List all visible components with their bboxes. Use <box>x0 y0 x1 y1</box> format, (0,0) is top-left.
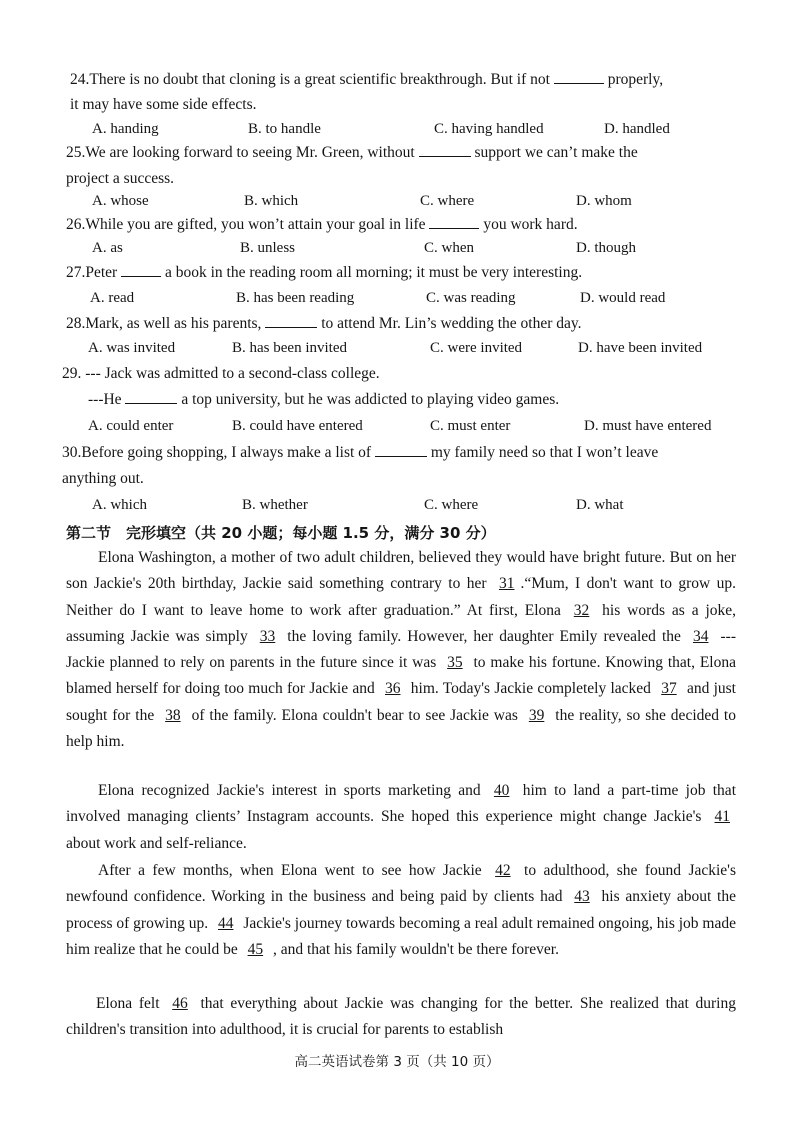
answer-blank <box>121 262 161 277</box>
question-29-line2 <box>88 388 559 412</box>
option-28-b: B. has been invited <box>232 340 347 356</box>
blank-39: 39 <box>528 706 545 724</box>
option-29-c: C. must enter <box>430 418 511 434</box>
question-24-stem-cont: properly, <box>607 71 664 88</box>
question-28-stem: 28.Mark, as well as his parents, <box>66 315 262 332</box>
question-30-stem: 30.Before going shopping, I always make a list of <box>62 444 372 461</box>
question-29-reply: ---He <box>88 391 122 408</box>
answer-blank <box>429 214 479 229</box>
passage-paragraph-2: Elona recognized Jackie's interest in sports marketing and 40 him to land a part-time job that involved managing clients’ Instagram accounts. She hoped this experience might change Jackie's 41 about work and self-reliance. <box>66 778 736 857</box>
option-27-c: C. was reading <box>426 290 516 306</box>
blank-35: 35 <box>447 654 463 672</box>
option-29-d: D. must have entered <box>584 418 712 434</box>
blank-46: 46 <box>172 995 188 1012</box>
answer-blank <box>125 389 177 404</box>
option-28-c: C. were invited <box>430 340 523 356</box>
answer-blank <box>419 142 471 157</box>
passage-paragraph-1: Elona Washington, a mother of two adult children, believed they would have bright future. But on her son Jackie's 20th birthday, Jackie said something contrary to her 31 .“Mum, I don't want to grow up. Neither do I want to leave home to work after graduation.” At first, Elona 32 his words as a joke, assuming Jackie was simply 33 the loving family. However, her daughter Emily revealed the 34 ---Jackie planned to rely on parents in the future since it was 35 to make his fortune. Knowing that, Elona blamed herself for doing too much for Jackie and 36 him. Today's Jackie completely lacked 37 and just sought for the 38 of the family. Elona couldn't bear to see Jackie was 39 the reality, so she decided to help him. <box>66 549 737 751</box>
option-24-a: A. handing <box>92 121 159 137</box>
question-30-line1 <box>62 441 658 465</box>
blank-34: 34 <box>692 627 709 645</box>
section-title: 第二节 完形填空（共 20 小题；每小题 1.5 分，满分 30 分） <box>66 524 496 542</box>
option-28-a: A. was invited <box>88 340 176 356</box>
question-25-line1 <box>66 141 638 165</box>
option-24-c: C. having handled <box>434 121 544 137</box>
blank-33: 33 <box>259 627 276 645</box>
passage-paragraph-3: After a few months, when Elona went to see how Jackie 42 to adulthood, she found Jackie's newfound confidence. Working in the business and being paid by clients had 43 his anxiety about the process of growing up. 44 Jackie's journey towards becoming a real adult remained ongoing, his job made him realize that he could be 45 , and that his family wouldn't be there forever. <box>66 858 736 963</box>
option-24-b: B. to handle <box>248 121 321 137</box>
blank-40: 40 <box>493 782 510 799</box>
blank-41: 41 <box>714 808 730 826</box>
option-24-d: D. handled <box>604 121 670 137</box>
option-29-a: A. could enter <box>88 418 174 434</box>
question-24-line1 <box>70 68 663 92</box>
option-27-d: D. would read <box>580 290 666 306</box>
answer-blank <box>375 442 427 457</box>
option-30-d: D. what <box>576 497 624 513</box>
blank-44: 44 <box>217 914 234 932</box>
option-27-a: A. read <box>90 290 135 306</box>
question-30-line2: anything out. <box>62 470 144 487</box>
option-25-d: D. whom <box>576 193 632 209</box>
option-26-c: C. when <box>424 240 474 256</box>
option-30-c: C. where <box>424 497 479 513</box>
question-25-stem-cont: support we can’t make the <box>474 144 638 161</box>
option-25-b: B. which <box>244 193 299 209</box>
question-29-line1: 29. --- Jack was admitted to a second-class college. <box>62 365 380 382</box>
question-29-reply-cont: a top university, but he was addicted to playing video games. <box>181 391 560 408</box>
question-26-stem-cont: you work hard. <box>483 216 578 233</box>
blank-38: 38 <box>165 706 181 724</box>
blank-37: 37 <box>661 680 677 698</box>
option-26-d: D. though <box>576 240 636 256</box>
blank-45: 45 <box>247 940 264 958</box>
blank-43: 43 <box>574 888 590 906</box>
option-30-a: A. which <box>92 497 147 513</box>
answer-blank <box>265 313 317 328</box>
option-27-b: B. has been reading <box>236 290 355 306</box>
option-30-b: B. whether <box>242 497 308 513</box>
question-24-line2: it may have some side effects. <box>70 96 257 113</box>
question-28-line1 <box>66 312 581 336</box>
question-26-line1 <box>66 213 578 237</box>
question-27-stem: 27.Peter <box>66 264 118 281</box>
question-27-line1 <box>66 261 582 285</box>
option-25-a: A. whose <box>92 193 149 209</box>
question-25-line2: project a success. <box>66 170 175 187</box>
answer-blank <box>554 69 604 84</box>
option-29-b: B. could have entered <box>232 418 363 434</box>
question-24-stem: 24.There is no doubt that cloning is a great scientific breakthrough. But if not <box>70 71 550 88</box>
blank-32: 32 <box>573 601 590 619</box>
question-28-stem-cont: to attend Mr. Lin’s wedding the other day. <box>321 315 582 332</box>
option-26-a: A. as <box>92 240 123 256</box>
passage-paragraph-4: Elona felt 46 that everything about Jackie was changing for the better. She realized that during children's transition into adulthood, it is crucial for parents to establish <box>66 991 736 1044</box>
option-28-d: D. have been invited <box>578 340 703 356</box>
option-26-b: B. unless <box>240 240 296 256</box>
question-26-stem: 26.While you are gifted, you won’t attain your goal in life <box>66 216 426 233</box>
question-27-stem-cont: a book in the reading room all morning; it must be very interesting. <box>164 264 583 281</box>
blank-42: 42 <box>495 862 511 879</box>
page-footer: 高二英语试卷第 3 页（共 10 页） <box>294 1054 500 1070</box>
option-25-c: C. where <box>420 193 475 209</box>
question-30-stem-cont: my family need so that I won’t leave <box>430 444 659 461</box>
blank-36: 36 <box>385 680 401 698</box>
blank-31: 31 <box>498 575 515 593</box>
question-25-stem: 25.We are looking forward to seeing Mr. Green, without <box>66 144 415 161</box>
